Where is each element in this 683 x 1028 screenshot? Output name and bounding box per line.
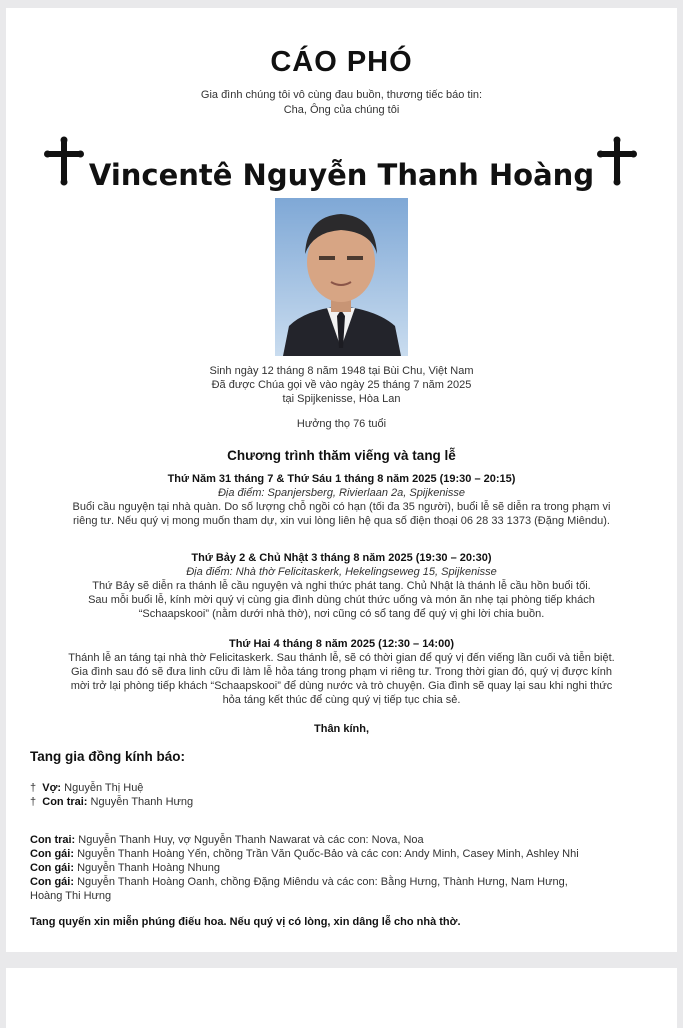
event-heading: Thứ Bảy 2 & Chủ Nhật 3 tháng 8 năm 2025 (19:30 – 20:30): [191, 552, 492, 564]
event-text-line: hỏa táng kết thúc để cùng quý vị tiếp tục chia sẻ.: [222, 694, 461, 706]
death-line: Đã được Chúa gọi về vào ngày 25 tháng 7 năm 2025: [211, 379, 472, 391]
page-title: CÁO PHÓ: [270, 46, 413, 78]
event-heading: Thứ Năm 31 tháng 7 & Thứ Sáu 1 tháng 8 năm 2025 (19:30 – 20:15): [167, 473, 516, 485]
event-text-line: Sau mỗi buổi lễ, kính mời quý vị cùng gia đình dùng chút thức uống và món ăn nhẹ tại phòng tiếp khách: [88, 594, 595, 606]
age-line: Hưởng thọ 76 tuổi: [296, 418, 387, 430]
event-text-line: Thứ Bảy sẽ diễn ra thánh lễ cầu nguyện và nghi thức phát tang. Chủ Nhật là thánh lễ cầu hồn buổi tối.: [92, 580, 591, 592]
family-member: Nguyễn Thanh Hoàng Oanh, chồng Đặng Miêndu và các con: Bằng Hưng, Thành Hưng, Nam Hưng,: [77, 876, 568, 888]
program-title: Chương trình thăm viếng và tang lễ: [227, 448, 456, 463]
family-list: [30, 833, 660, 903]
event-section: [20, 637, 663, 707]
event-section: [20, 472, 663, 528]
dagger-mark: †: [30, 796, 37, 808]
event-text-line: mời trở lại phòng tiếp khách “Schaapskooi” để dùng nước và trò chuyện. Gia đình sẽ quay lại sau khi nghi thức: [70, 680, 613, 692]
event-heading: Thứ Hai 4 tháng 8 năm 2025 (12:30 – 14:00): [228, 638, 454, 650]
family-role: Con trai:: [42, 796, 88, 808]
event-location: Địa điểm: Spanjersberg, Rivierlaan 2a, Spijkenisse: [217, 487, 465, 499]
deceased-family-list: [30, 781, 660, 809]
family-role: Con gái:: [30, 862, 74, 874]
dagger-mark: †: [30, 782, 37, 794]
list-item: [30, 847, 660, 861]
closing-line: Thân kính,: [314, 723, 369, 735]
birth-death-info: [6, 364, 677, 406]
event-text-line: Buổi cầu nguyện tại nhà quàn. Do số lượng chỗ ngồi có hạn (tối đa 35 người), buổi lễ sẽ diễn ra trong phạm vi: [72, 501, 611, 513]
list-item-continued: Hoàng Thi Hưng: [30, 890, 112, 902]
name-row: [6, 136, 677, 196]
event-section: [20, 551, 663, 621]
family-title: Tang gia đồng kính báo:: [30, 749, 185, 764]
list-item: [30, 861, 660, 875]
event-text-line: riêng tư. Nếu quý vị mong muốn tham dự, xin vui lòng liên hệ qua số điện thoại 06 28 33 1373 (Đặng Miêndu).: [73, 515, 610, 527]
family-role: Con trai:: [30, 834, 76, 846]
intro-line-1: Gia đình chúng tôi vô cùng đau buồn, thương tiếc báo tin:: [200, 89, 483, 101]
family-member: Nguyễn Thanh Hưng: [90, 796, 194, 808]
obituary-page: [6, 8, 677, 952]
place-line: tại Spijkenisse, Hòa Lan: [282, 393, 401, 405]
family-member: Nguyễn Thị Huệ: [64, 782, 144, 794]
event-text-line: Thánh lễ an táng tại nhà thờ Felicitaskerk. Sau thánh lễ, sẽ có thời gian để quý vị đến viếng lần cuối và tiễn biệt.: [68, 652, 615, 664]
list-item: [30, 833, 660, 847]
event-text-line: Gia đình sau đó sẽ đưa linh cữu đi làm lễ hỏa táng trong phạm vi riêng tư. Trong thời gian đó, quý vị được kính: [70, 666, 612, 678]
final-note: Tang quyến xin miễn phúng điếu hoa. Nếu quý vị có lòng, xin dâng lễ cho nhà thờ.: [30, 916, 461, 928]
birth-line: Sinh ngày 12 tháng 8 năm 1948 tại Bùi Chu, Việt Nam: [209, 365, 474, 377]
family-role: Con gái:: [30, 848, 74, 860]
cross-icon: [597, 136, 637, 186]
event-text-line: “Schaapskooi” (nằm dưới nhà thờ), nơi cũng có sổ tang để quý vị ghi lời chia buồn.: [138, 608, 545, 620]
intro-line-2: Cha, Ông của chúng tôi: [283, 104, 400, 116]
list-item: [30, 795, 660, 809]
event-location: Địa điểm: Nhà thờ Felicitaskerk, Hekelingseweg 15, Spijkenisse: [186, 566, 497, 578]
list-item: [30, 781, 660, 795]
intro: [6, 88, 677, 118]
deceased-name: Vincentê Nguyễn Thanh Hoàng: [88, 158, 595, 192]
family-member: Nguyễn Thanh Hoàng Yến, chồng Trần Văn Quốc-Bảo và các con: Andy Minh, Casey Minh, Ashley Nhi: [77, 848, 579, 860]
family-role: Con gái:: [30, 876, 74, 888]
next-page: [6, 968, 677, 1028]
portrait-photo: [275, 198, 408, 356]
family-member: Nguyễn Thanh Huy, vợ Nguyễn Thanh Nawarat và các con: Nova, Noa: [78, 834, 424, 846]
family-role: Vợ:: [42, 782, 62, 794]
list-item: [30, 875, 660, 889]
family-member: Nguyễn Thanh Hoàng Nhung: [77, 862, 220, 874]
